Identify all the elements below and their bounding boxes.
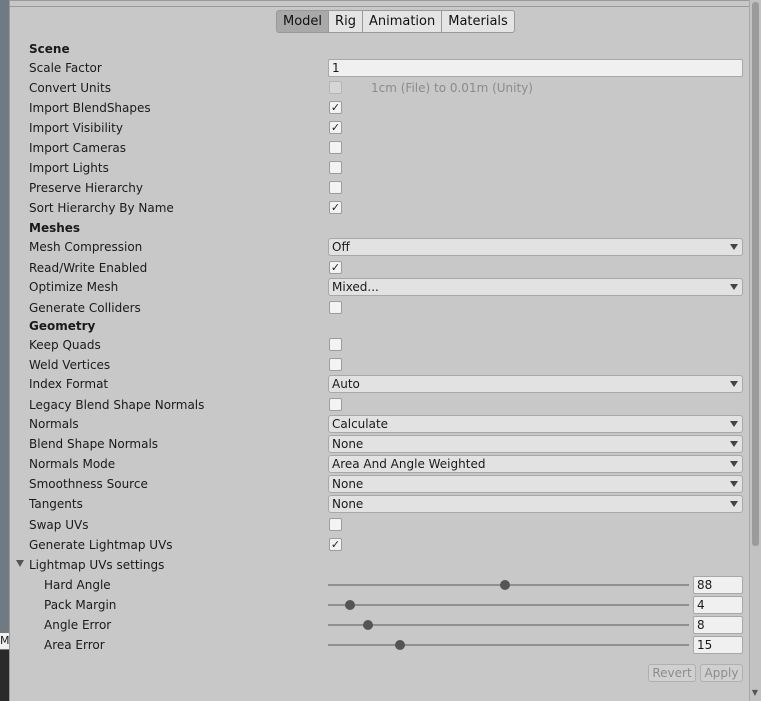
mesh-compression-label: Mesh Compression	[29, 240, 143, 254]
index-format-label: Index Format	[29, 377, 109, 391]
optimize-mesh-label: Optimize Mesh	[29, 280, 119, 294]
area-error-label: Area Error	[44, 638, 105, 652]
pack-margin-label: Pack Margin	[44, 598, 117, 612]
scroll-down-arrow-icon[interactable]: ▼	[751, 688, 759, 697]
tangents-dropdown[interactable]	[328, 495, 743, 513]
index-format-value: Auto	[332, 377, 360, 391]
angle-error-input[interactable]: 8	[693, 616, 743, 634]
tangents-label: Tangents	[29, 497, 83, 511]
foldout-triangle-icon[interactable]	[16, 560, 24, 567]
convert-units-row	[0, 79, 761, 97]
import-cameras-checkbox[interactable]	[329, 141, 342, 154]
weld-vertices-label: Weld Vertices	[29, 358, 111, 372]
weld-vertices-row	[0, 356, 761, 374]
preserve-hierarchy-row	[0, 179, 761, 197]
normals-dropdown[interactable]	[328, 415, 743, 433]
normals-row	[0, 415, 761, 433]
import-blendshapes-row	[0, 99, 761, 117]
angle-error-row	[0, 616, 761, 634]
import-cameras-row	[0, 139, 761, 157]
smoothness-source-dropdown[interactable]	[328, 475, 743, 493]
import-lights-row	[0, 159, 761, 177]
lightmap-foldout[interactable]	[0, 556, 761, 574]
pack-margin-input[interactable]: 4	[693, 596, 743, 614]
keep-quads-row	[0, 336, 761, 354]
mesh-compression-dropdown[interactable]	[328, 238, 743, 256]
scene-view-edge-dark	[0, 650, 9, 701]
swap-uvs-row	[0, 516, 761, 534]
weld-vertices-checkbox[interactable]	[329, 358, 342, 371]
blend-shape-normals-label: Blend Shape Normals	[29, 437, 159, 451]
optimize-mesh-row	[0, 278, 761, 296]
generate-colliders-checkbox[interactable]	[329, 301, 342, 314]
normals-mode-row	[0, 455, 761, 473]
keep-quads-checkbox[interactable]	[329, 338, 342, 351]
hard-angle-slider-handle[interactable]	[500, 580, 510, 590]
import-cameras-label: Import Cameras	[29, 141, 126, 155]
blend-shape-normals-row	[0, 435, 761, 453]
read-write-label: Read/Write Enabled	[29, 261, 148, 275]
hard-angle-input[interactable]: 88	[693, 576, 743, 594]
tab-rig[interactable]: Rig	[329, 10, 363, 33]
chevron-down-icon	[730, 461, 738, 467]
generate-lightmap-uvs-checkbox[interactable]: ✓	[330, 538, 341, 551]
read-write-row	[0, 259, 761, 277]
normals-mode-dropdown[interactable]	[328, 455, 743, 473]
preserve-hierarchy-label: Preserve Hierarchy	[29, 181, 143, 195]
import-visibility-label: Import Visibility	[29, 121, 123, 135]
import-blendshapes-label: Import BlendShapes	[29, 101, 151, 115]
angle-error-slider-handle[interactable]	[363, 620, 373, 630]
apply-button[interactable]: Apply	[700, 664, 743, 682]
chevron-down-icon	[730, 284, 738, 290]
chevron-down-icon	[730, 441, 738, 447]
mesh-compression-row	[0, 238, 761, 256]
geometry-section-header: Geometry	[29, 319, 96, 333]
generate-colliders-label: Generate Colliders	[29, 301, 141, 315]
chevron-down-icon	[730, 421, 738, 427]
legacy-blend-label: Legacy Blend Shape Normals	[29, 398, 205, 412]
chevron-down-icon	[730, 381, 738, 387]
area-error-slider[interactable]	[328, 644, 689, 646]
lightmap-foldout-label: Lightmap UVs settings	[29, 558, 165, 572]
hard-angle-slider[interactable]	[328, 584, 689, 586]
meshes-section-header: Meshes	[29, 221, 81, 235]
area-error-input[interactable]: 15	[693, 636, 743, 654]
scale-factor-input[interactable]: 1	[328, 59, 743, 77]
area-error-slider-handle[interactable]	[395, 640, 405, 650]
tab-model[interactable]: Model	[276, 10, 329, 33]
index-format-row	[0, 375, 761, 393]
hard-angle-label: Hard Angle	[44, 578, 111, 592]
normals-mode-value: Area And Angle Weighted	[332, 457, 486, 471]
chevron-down-icon	[730, 481, 738, 487]
tab-animation[interactable]: Animation	[363, 10, 442, 33]
revert-button[interactable]: Revert	[648, 664, 696, 682]
import-lights-label: Import Lights	[29, 161, 109, 175]
blend-shape-normals-value: None	[332, 437, 364, 451]
convert-units-note: 1cm (File) to 0.01m (Unity)	[371, 81, 533, 95]
smoothness-source-label: Smoothness Source	[29, 477, 148, 491]
tab-materials[interactable]: Materials	[442, 10, 515, 33]
scale-factor-row	[0, 59, 761, 77]
chevron-down-icon	[730, 501, 738, 507]
import-lights-checkbox[interactable]	[329, 161, 342, 174]
blend-shape-normals-dropdown[interactable]	[328, 435, 743, 453]
import-visibility-row	[0, 119, 761, 137]
import-tabs	[276, 10, 515, 33]
keep-quads-label: Keep Quads	[29, 338, 101, 352]
convert-units-checkbox[interactable]	[329, 81, 342, 94]
sort-hierarchy-label: Sort Hierarchy By Name	[29, 201, 174, 215]
generate-lightmap-uvs-label: Generate Lightmap UVs	[29, 538, 173, 552]
tangents-row	[0, 495, 761, 513]
optimize-mesh-dropdown[interactable]	[328, 278, 743, 296]
angle-error-slider[interactable]	[328, 624, 689, 626]
generate-colliders-row	[0, 299, 761, 317]
angle-error-label: Angle Error	[44, 618, 112, 632]
smoothness-source-row	[0, 475, 761, 493]
header-divider	[9, 6, 749, 7]
import-blendshapes-checkbox[interactable]: ✓	[330, 101, 341, 114]
pack-margin-slider-handle[interactable]	[345, 600, 355, 610]
smoothness-source-value: None	[332, 477, 364, 491]
legacy-blend-checkbox[interactable]	[329, 398, 342, 411]
sort-hierarchy-checkbox[interactable]: ✓	[330, 201, 341, 214]
tangents-value: None	[332, 497, 364, 511]
swap-uvs-label: Swap UVs	[29, 518, 89, 532]
scale-factor-label: Scale Factor	[29, 61, 102, 75]
normals-mode-label: Normals Mode	[29, 457, 116, 471]
preserve-hierarchy-checkbox[interactable]	[329, 181, 342, 194]
read-write-checkbox[interactable]: ✓	[330, 261, 341, 274]
scene-section-header: Scene	[29, 42, 70, 56]
area-error-row	[0, 636, 761, 654]
chevron-down-icon	[730, 244, 738, 250]
optimize-mesh-value: Mixed...	[332, 280, 379, 294]
generate-lightmap-uvs-row	[0, 536, 761, 554]
pack-margin-row	[0, 596, 761, 614]
hard-angle-row	[0, 576, 761, 594]
normals-label: Normals	[29, 417, 79, 431]
pack-margin-slider[interactable]	[328, 604, 689, 606]
swap-uvs-checkbox[interactable]	[329, 518, 342, 531]
legacy-blend-row	[0, 396, 761, 414]
scene-view-edge-label: M	[0, 634, 9, 647]
index-format-dropdown[interactable]	[328, 375, 743, 393]
mesh-compression-value: Off	[332, 240, 350, 254]
sort-hierarchy-row	[0, 199, 761, 217]
convert-units-label: Convert Units	[29, 81, 111, 95]
normals-value: Calculate	[332, 417, 389, 431]
import-visibility-checkbox[interactable]: ✓	[330, 121, 341, 134]
